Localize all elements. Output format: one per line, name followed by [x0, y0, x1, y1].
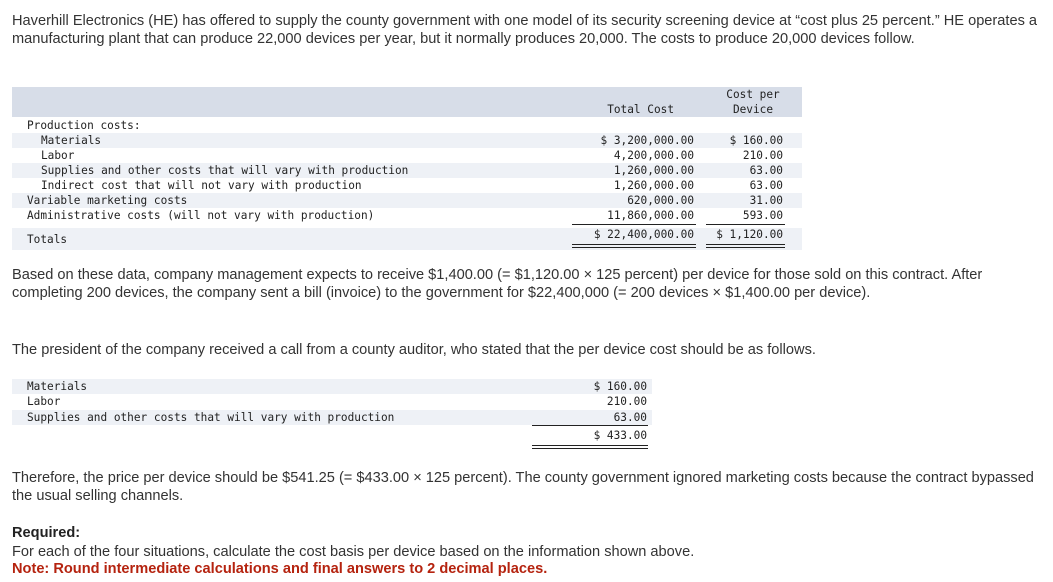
auditor-double-rule	[532, 445, 648, 446]
row-per-marketing: 31.00	[749, 194, 783, 207]
header-total-cost: Total Cost	[607, 103, 674, 116]
intro-paragraph: Haverhill Electronics (HE) has offered to supply the county government with one model of its security screening device at “cost plus 25 percent.” HE operates a manufacturing plant that can produce 22,000 devices per year, but it normally produces 20,000. The costs to produce 20,000 devices follow.	[12, 13, 1038, 47]
row-total-indirect: 1,260,000.00	[613, 179, 694, 192]
rounding-note: Note: Round intermediate calculations and final answers to 2 decimal places.	[12, 561, 548, 577]
row-label-labor: Labor	[41, 149, 75, 162]
total-cost-double-rule	[572, 244, 696, 245]
row-label-marketing: Variable marketing costs	[27, 194, 188, 207]
section-production-costs: Production costs:	[27, 119, 141, 132]
header-device: Device	[732, 103, 774, 116]
row-label-materials: Materials	[41, 134, 102, 147]
county-price-paragraph: Therefore, the price per device should be $541.25 (= $433.00 × 125 percent). The county government ignored marketing costs because the contract bypassed the usual selling channels.	[12, 470, 1034, 504]
auditor-call-paragraph: The president of the company received a call from a county auditor, who stated that the per device cost should be as follows.	[12, 342, 816, 358]
auditor-value-materials: $ 160.00	[593, 380, 647, 393]
row-per-materials: $ 160.00	[729, 134, 783, 147]
auditor-label-supplies: Supplies and other costs that will vary with production	[27, 411, 395, 424]
management-expectation-paragraph: Based on these data, company management expects to receive $1,400.00 (= $1,120.00 × 125 percent) per device for those sold on this contract. After completing 200 devices, the company sent a bill (invoice) to the government for $22,400,000 (= 200 devices × $1,400.00 per device).	[12, 267, 983, 301]
auditor-value-labor: 210.00	[606, 395, 647, 408]
row-total-labor: 4,200,000.00	[613, 149, 694, 162]
auditor-value-supplies: 63.00	[613, 411, 647, 424]
row-total-materials: $ 3,200,000.00	[600, 134, 694, 147]
row-total-supplies: 1,260,000.00	[613, 164, 694, 177]
auditor-double-rule	[532, 448, 648, 449]
totals-label: Totals	[27, 233, 68, 246]
auditor-label-materials: Materials	[27, 380, 88, 393]
totals-total-cost: $ 22,400,000.00	[593, 228, 694, 241]
row-per-administrative: 593.00	[742, 209, 783, 222]
header-cost-per: Cost per	[726, 88, 780, 101]
cost-per-rule	[706, 224, 785, 225]
cost-table-header-band	[12, 87, 802, 117]
row-total-administrative: 11,860,000.00	[607, 209, 694, 222]
required-instructions: For each of the four situations, calculate the cost basis per device based on the information shown above.	[12, 544, 695, 560]
row-per-supplies: 63.00	[749, 164, 783, 177]
row-label-supplies: Supplies and other costs that will vary with production	[41, 164, 409, 177]
row-label-administrative: Administrative costs (will not vary with production)	[27, 209, 375, 222]
cost-per-double-rule	[706, 247, 785, 248]
auditor-sum-rule	[532, 425, 648, 426]
total-cost-double-rule	[572, 247, 696, 248]
row-per-labor: 210.00	[742, 149, 783, 162]
totals-cost-per-device: $ 1,120.00	[716, 228, 783, 241]
row-label-indirect: Indirect cost that will not vary with production	[41, 179, 362, 192]
cost-per-double-rule	[706, 244, 785, 245]
required-label: Required:	[12, 525, 81, 541]
row-total-marketing: 620,000.00	[627, 194, 694, 207]
auditor-total: $ 433.00	[593, 429, 647, 442]
auditor-label-labor: Labor	[27, 395, 61, 408]
total-cost-rule	[572, 224, 696, 225]
row-per-indirect: 63.00	[749, 179, 783, 192]
row-stripe	[12, 379, 652, 394]
